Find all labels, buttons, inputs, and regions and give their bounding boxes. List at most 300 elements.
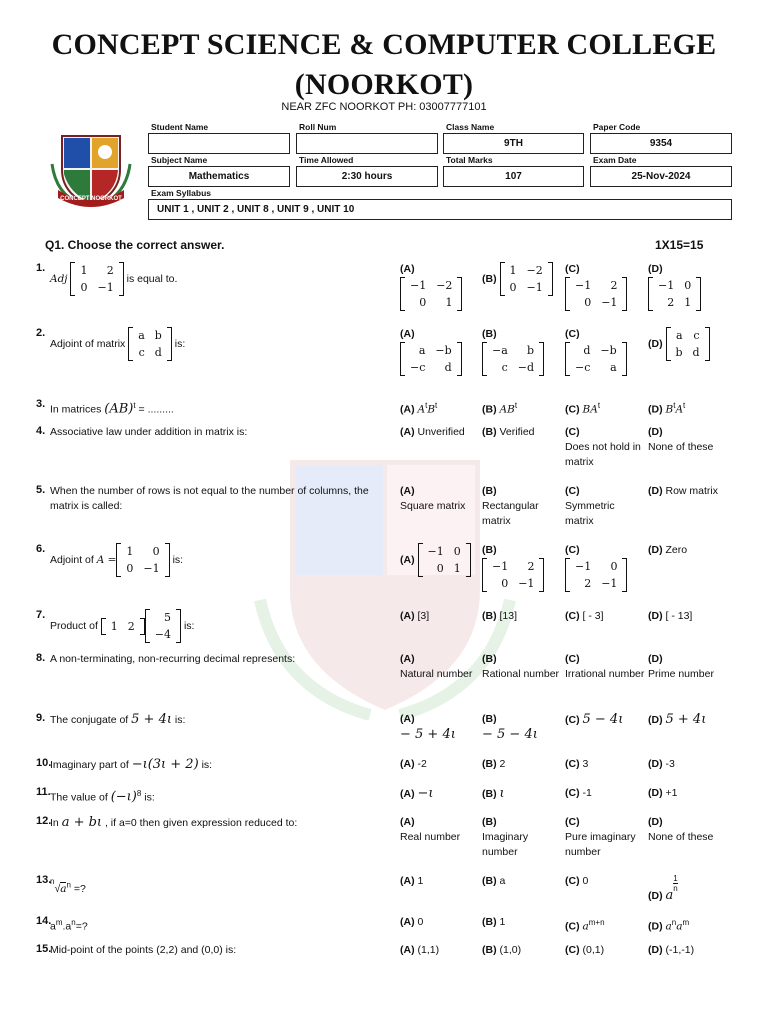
question-number: 9. xyxy=(36,712,46,724)
matrix-cell: −1 xyxy=(575,560,592,573)
student-name-field[interactable] xyxy=(148,122,290,154)
question-11 xyxy=(36,786,155,805)
option-label: (C) xyxy=(565,758,580,770)
question-7 xyxy=(36,609,195,641)
option-label: (D) xyxy=(648,544,663,556)
matrix-right-bracket xyxy=(119,262,124,296)
section-heading: Q1. Choose the correct answer. xyxy=(45,238,225,252)
option-label: (D) xyxy=(648,263,663,275)
option-text: (-1,-1) xyxy=(665,944,695,956)
option-text: 1 xyxy=(417,875,424,887)
question-number: 1. xyxy=(36,262,46,274)
option-label: (C) xyxy=(565,944,580,956)
time-allowed-value: 2:30 hours xyxy=(296,166,438,187)
question-part: a xyxy=(50,920,56,933)
question-3 xyxy=(36,398,174,417)
option-label: (B) xyxy=(482,485,497,497)
matrix-right-bracket xyxy=(696,277,701,311)
option-text: a xyxy=(499,875,506,887)
option-d[interactable] xyxy=(648,786,728,801)
exam-date-label: Exam Date xyxy=(593,155,637,165)
subject-name-label: Subject Name xyxy=(151,155,208,165)
option-d[interactable] xyxy=(648,915,728,935)
option-c[interactable] xyxy=(565,327,645,376)
section-marks: 1X15=15 xyxy=(655,238,704,252)
option-label: (A) xyxy=(400,713,415,725)
question-number: 12. xyxy=(36,815,52,827)
option-exponent: n xyxy=(671,918,677,927)
option-label: (D) xyxy=(648,653,663,665)
question-5 xyxy=(36,484,369,512)
option-a[interactable] xyxy=(400,943,480,958)
option-text: +1 xyxy=(665,787,678,799)
option-label: (A) xyxy=(400,263,415,275)
option-a[interactable] xyxy=(400,484,480,514)
question-phrase: Adjoint of matrix xyxy=(50,337,126,350)
option-b[interactable] xyxy=(482,712,562,743)
option-label: (D) xyxy=(648,610,663,622)
option-label: (B) xyxy=(482,944,497,956)
column-matrix xyxy=(145,609,181,643)
option-d[interactable] xyxy=(648,425,728,455)
option-c[interactable] xyxy=(565,874,645,889)
math-exponent: t xyxy=(133,401,136,410)
option-c[interactable] xyxy=(565,398,645,418)
option-label: (C) xyxy=(565,714,580,726)
matrix-right-bracket xyxy=(539,342,544,376)
row-matrix xyxy=(101,618,145,635)
matrix-cell: 2 xyxy=(584,577,592,590)
question-phrase: Mid-point of the points (2,2) and (0,0) is: xyxy=(50,944,237,956)
matrix-cell: −b xyxy=(435,344,452,357)
option-b[interactable] xyxy=(482,757,562,772)
option-d[interactable] xyxy=(648,398,728,418)
matrix-cell: 0 xyxy=(501,577,509,590)
matrix-cell: c xyxy=(693,329,700,342)
question-suffix: is: xyxy=(201,759,213,771)
option-d[interactable] xyxy=(648,609,728,624)
question-text xyxy=(50,815,380,831)
question-text xyxy=(50,543,380,577)
option-c[interactable] xyxy=(565,425,645,470)
option-a[interactable] xyxy=(400,327,480,376)
stem-matrix xyxy=(116,543,169,577)
option-a[interactable] xyxy=(400,712,480,743)
option-label: (A) xyxy=(400,944,415,956)
option-d[interactable] xyxy=(648,757,728,772)
question-suffix: is: xyxy=(172,553,184,566)
matrix-cell: −4 xyxy=(154,628,172,641)
option-text: None of these xyxy=(648,441,714,453)
option-d[interactable] xyxy=(648,874,728,904)
matrix-cell: 0 xyxy=(453,545,461,558)
option-text-2: B xyxy=(427,403,436,416)
question-phrase: The value of xyxy=(50,791,108,804)
matrix-cell: 1 xyxy=(80,264,88,277)
roll-num-label: Roll Num xyxy=(299,122,337,132)
option-label: (A) xyxy=(400,553,415,566)
option-text: a xyxy=(582,920,589,933)
option-text: 5 + 4ι xyxy=(665,712,707,727)
option-label: (D) xyxy=(648,426,663,438)
paper-code-field xyxy=(590,122,732,154)
question-suffix: =? xyxy=(73,883,86,895)
class-name-value: 9TH xyxy=(443,133,584,154)
matrix-cell: 0 xyxy=(126,562,134,575)
option-b[interactable] xyxy=(482,398,562,418)
option-c[interactable] xyxy=(565,786,645,801)
matrix-cell: 1 xyxy=(684,296,692,309)
option-label: (A) xyxy=(400,426,415,438)
math-expr: a + bι xyxy=(61,815,103,830)
matrix-cell: −1 xyxy=(575,279,592,292)
option-exponent: t xyxy=(425,401,428,410)
matrix-cell: 2 xyxy=(610,279,618,292)
matrix-cell: 0 xyxy=(152,545,160,558)
option-matrix xyxy=(400,342,462,376)
math-expr: A = xyxy=(96,553,117,566)
option-d[interactable] xyxy=(648,712,728,728)
option-label: (C) xyxy=(565,544,580,556)
question-number: 10. xyxy=(36,757,52,769)
option-text: Unverified xyxy=(417,426,465,438)
option-text: − 5 + 4ι xyxy=(400,727,456,742)
option-label: (A) xyxy=(400,758,415,770)
question-part: n xyxy=(71,918,76,927)
option-label: (A) xyxy=(400,653,415,665)
option-c[interactable] xyxy=(565,757,645,772)
question-phrase: In xyxy=(50,817,59,829)
matrix-cell: c xyxy=(138,346,145,359)
time-allowed-field xyxy=(296,155,438,187)
option-text: -1 xyxy=(582,787,592,799)
option-text: (1,0) xyxy=(499,944,522,956)
option-c[interactable] xyxy=(565,609,645,624)
matrix-cell: 0 xyxy=(509,281,517,294)
option-label: (A) xyxy=(400,610,415,622)
question-text xyxy=(50,915,380,935)
nth-root-expr: $^n√a^n$ xyxy=(50,877,71,895)
option-label: (C) xyxy=(565,426,580,438)
question-suffix: is: xyxy=(174,337,186,350)
option-a[interactable] xyxy=(400,915,480,930)
question-10 xyxy=(36,757,213,772)
matrix-cell: b xyxy=(675,346,683,359)
question-14 xyxy=(36,915,88,933)
option-a[interactable] xyxy=(400,543,480,577)
option-label: (D) xyxy=(648,920,663,933)
option-b[interactable] xyxy=(482,543,562,592)
question-number: 7. xyxy=(36,609,46,621)
question-number: 6. xyxy=(36,543,46,555)
exam-syllabus-field xyxy=(148,188,732,220)
option-b[interactable] xyxy=(482,815,562,860)
option-label: (C) xyxy=(565,875,580,887)
matrix-right-bracket xyxy=(705,327,710,361)
option-label: (D) xyxy=(648,944,663,956)
option-text: A xyxy=(417,403,426,416)
option-label: (D) xyxy=(648,890,663,902)
matrix-cell: a xyxy=(138,329,145,342)
matrix-right-bracket xyxy=(165,543,170,577)
option-label: (C) xyxy=(565,263,580,275)
question-1 xyxy=(36,262,178,294)
paper-code-label: Paper Code xyxy=(593,122,641,132)
option-a[interactable] xyxy=(400,815,480,845)
option-label: (A) xyxy=(400,485,415,497)
option-b[interactable] xyxy=(482,327,562,376)
option-d[interactable] xyxy=(648,543,728,558)
matrix-cell: −1 xyxy=(143,562,160,575)
option-label: (C) xyxy=(565,328,580,340)
question-number: 2. xyxy=(36,327,46,339)
matrix-cell: 0 xyxy=(80,281,88,294)
option-label: (B) xyxy=(482,713,497,725)
adj-symbol: Adj xyxy=(50,272,68,285)
option-b[interactable] xyxy=(482,915,562,930)
option-d[interactable] xyxy=(648,815,728,845)
option-b[interactable] xyxy=(482,609,562,624)
option-d[interactable] xyxy=(648,484,728,499)
matrix-cell: c xyxy=(501,361,508,374)
option-d[interactable] xyxy=(648,262,728,311)
option-matrix xyxy=(482,558,544,592)
matrix-right-bracket xyxy=(548,262,553,296)
option-a[interactable] xyxy=(400,425,480,440)
question-phrase: Product of xyxy=(50,619,98,632)
option-b[interactable] xyxy=(482,262,562,296)
option-text: BA xyxy=(582,403,598,416)
matrix-cell: 1 xyxy=(509,264,517,277)
question-phrase: is equal to. xyxy=(126,272,178,285)
option-a[interactable] xyxy=(400,609,480,624)
option-label: (C) xyxy=(565,485,580,497)
roll-num-value[interactable] xyxy=(296,133,438,154)
exam-syllabus-value: UNIT 1 , UNIT 2 , UNIT 8 , UNIT 9 , UNIT 10 xyxy=(148,199,732,220)
matrix-cell: −1 xyxy=(97,281,114,294)
option-text: [13] xyxy=(499,610,518,622)
question-8 xyxy=(36,652,296,665)
question-text xyxy=(50,943,380,958)
option-d[interactable] xyxy=(648,652,728,682)
option-a[interactable] xyxy=(400,398,480,418)
option-text: 3 xyxy=(582,758,589,770)
option-b[interactable] xyxy=(482,786,562,802)
option-c[interactable] xyxy=(565,815,645,860)
option-b[interactable] xyxy=(482,943,562,958)
option-exponent-2: m xyxy=(682,918,690,927)
question-number: 5. xyxy=(36,484,46,496)
option-label: (B) xyxy=(482,328,497,340)
option-label: (C) xyxy=(565,920,580,933)
student-name-label: Student Name xyxy=(151,122,209,132)
question-phrase: In matrices xyxy=(50,403,102,416)
option-text: Rational number xyxy=(482,668,560,680)
option-label: (B) xyxy=(482,788,497,800)
total-marks-field xyxy=(443,155,584,187)
question-4 xyxy=(36,425,248,438)
option-text: a xyxy=(665,920,672,933)
fraction-denominator: n xyxy=(673,884,678,893)
option-label: (D) xyxy=(648,714,663,726)
matrix-cell: 0 xyxy=(610,560,618,573)
option-text: [ - 3] xyxy=(582,610,604,622)
option-matrix xyxy=(482,342,544,376)
option-text: −ι xyxy=(417,786,434,801)
option-a[interactable] xyxy=(400,874,480,889)
option-d[interactable] xyxy=(648,327,728,361)
question-text xyxy=(50,609,380,643)
option-text: (1,1) xyxy=(417,944,440,956)
question-suffix: is: xyxy=(183,619,195,632)
option-a[interactable] xyxy=(400,262,480,311)
matrix-cell: a xyxy=(610,361,617,374)
matrix-cell: 2 xyxy=(106,264,114,277)
option-text: [ - 13] xyxy=(665,610,693,622)
question-text xyxy=(50,398,380,418)
option-label: (D) xyxy=(648,403,663,416)
logo-banner-text: CONCEPT NOORKOT xyxy=(60,196,122,202)
option-matrix xyxy=(418,543,471,577)
math-expr: −ι(3ι + 2) xyxy=(131,757,199,772)
option-text: AB xyxy=(499,403,515,416)
option-label: (D) xyxy=(648,337,663,350)
option-text: None of these xyxy=(648,831,714,843)
matrix-cell: −1 xyxy=(410,279,427,292)
option-c[interactable] xyxy=(565,543,645,592)
college-title-location: (NOORKOT) xyxy=(294,68,474,101)
matrix-cell: −2 xyxy=(526,264,543,277)
matrix-right-bracket xyxy=(457,277,462,311)
stem-matrix xyxy=(70,262,123,296)
matrix-right-bracket xyxy=(622,277,627,311)
question-number: 8. xyxy=(36,652,46,664)
option-text: Symmetric matrix xyxy=(565,500,615,527)
question-9 xyxy=(36,712,186,727)
option-text: − 5 − 4ι xyxy=(482,727,538,742)
matrix-cell: 1 xyxy=(445,296,453,309)
option-matrix xyxy=(565,342,627,376)
matrix-cell: −1 xyxy=(518,577,535,590)
college-logo xyxy=(50,124,132,210)
option-a[interactable] xyxy=(400,757,480,772)
option-matrix xyxy=(500,262,553,296)
option-b[interactable] xyxy=(482,652,562,682)
option-text: Row matrix xyxy=(665,485,719,497)
paper-code-value: 9354 xyxy=(590,133,732,154)
matrix-cell: −1 xyxy=(427,545,444,558)
matrix-cell: d xyxy=(583,344,591,357)
option-label: (B) xyxy=(482,916,497,928)
radicand: a xyxy=(60,883,67,895)
fraction-numerator: 1 xyxy=(673,874,678,883)
option-text: 0 xyxy=(582,875,589,887)
option-label: (A) xyxy=(400,328,415,340)
question-number: 4. xyxy=(36,425,46,437)
option-d[interactable] xyxy=(648,943,728,958)
option-label: (A) xyxy=(400,788,415,800)
question-2 xyxy=(36,327,186,359)
student-name-value[interactable] xyxy=(148,133,290,154)
option-label: (D) xyxy=(648,816,663,828)
option-c[interactable] xyxy=(565,915,645,935)
option-matrix xyxy=(565,277,627,311)
matrix-cell: d xyxy=(444,361,452,374)
question-15 xyxy=(36,943,237,956)
option-text: Imaginary number xyxy=(482,831,529,858)
matrix-cell: 1 xyxy=(453,562,461,575)
exam-syllabus-label: Exam Syllabus xyxy=(151,188,212,198)
question-part: m xyxy=(55,918,63,927)
question-text xyxy=(50,652,380,667)
option-label: (B) xyxy=(482,758,497,770)
question-phrase: A non-terminating, non-recurring decimal represents: xyxy=(50,653,296,665)
subject-name-field xyxy=(148,155,290,187)
option-label: (B) xyxy=(482,610,497,622)
matrix-cell: 2 xyxy=(127,619,135,633)
math-expr: (−ι) xyxy=(110,789,137,805)
matrix-cell: −2 xyxy=(436,279,453,292)
option-a[interactable] xyxy=(400,786,480,802)
option-text-2: A xyxy=(675,403,684,416)
option-exponent: t xyxy=(514,401,518,410)
option-label: (B) xyxy=(482,653,497,665)
question-text xyxy=(50,757,380,773)
option-text: Square matrix xyxy=(400,500,466,512)
option-label: (B) xyxy=(482,544,497,556)
option-b[interactable] xyxy=(482,874,562,889)
college-title: CONCEPT SCIENCE & COMPUTER COLLEGE xyxy=(51,28,717,61)
option-text: (0,1) xyxy=(582,944,605,956)
matrix-cell: 0 xyxy=(584,296,592,309)
option-label: (B) xyxy=(482,875,497,887)
option-label: (C) xyxy=(565,403,580,416)
option-exponent: t xyxy=(597,401,601,410)
question-phrase: When the number of rows is not equal to the number of columns, the matrix is called: xyxy=(50,485,369,512)
matrix-cell: a xyxy=(418,344,426,357)
option-text: Pure imaginary number xyxy=(565,831,636,858)
option-c[interactable] xyxy=(565,484,645,529)
option-text: -2 xyxy=(417,758,427,770)
option-c[interactable] xyxy=(565,943,645,958)
question-suffix: is: xyxy=(144,791,155,804)
matrix-right-bracket xyxy=(539,558,544,592)
option-label: (A) xyxy=(400,403,415,416)
option-a[interactable] xyxy=(400,652,480,682)
matrix-cell: −d xyxy=(517,361,535,374)
matrix-cell: 0 xyxy=(419,296,427,309)
question-phrase: Adjoint of xyxy=(50,553,94,566)
option-text: Rectangular matrix xyxy=(482,500,539,527)
math-expr: (AB) xyxy=(104,401,134,417)
option-c[interactable] xyxy=(565,262,645,311)
question-part: .a xyxy=(62,920,72,933)
roll-num-field[interactable] xyxy=(296,122,438,154)
option-text: Natural number xyxy=(400,668,473,680)
option-c[interactable] xyxy=(565,652,645,682)
option-c[interactable] xyxy=(565,712,645,728)
option-label: (C) xyxy=(565,653,580,665)
matrix-right-bracket xyxy=(176,609,181,643)
option-matrix xyxy=(666,327,710,361)
option-b[interactable] xyxy=(482,484,562,529)
option-b[interactable] xyxy=(482,425,562,440)
option-label: (C) xyxy=(565,787,580,799)
question-number: 14. xyxy=(36,915,52,927)
option-label: (B) xyxy=(482,403,497,416)
option-text: B xyxy=(665,403,674,416)
option-label: (B) xyxy=(482,272,497,285)
